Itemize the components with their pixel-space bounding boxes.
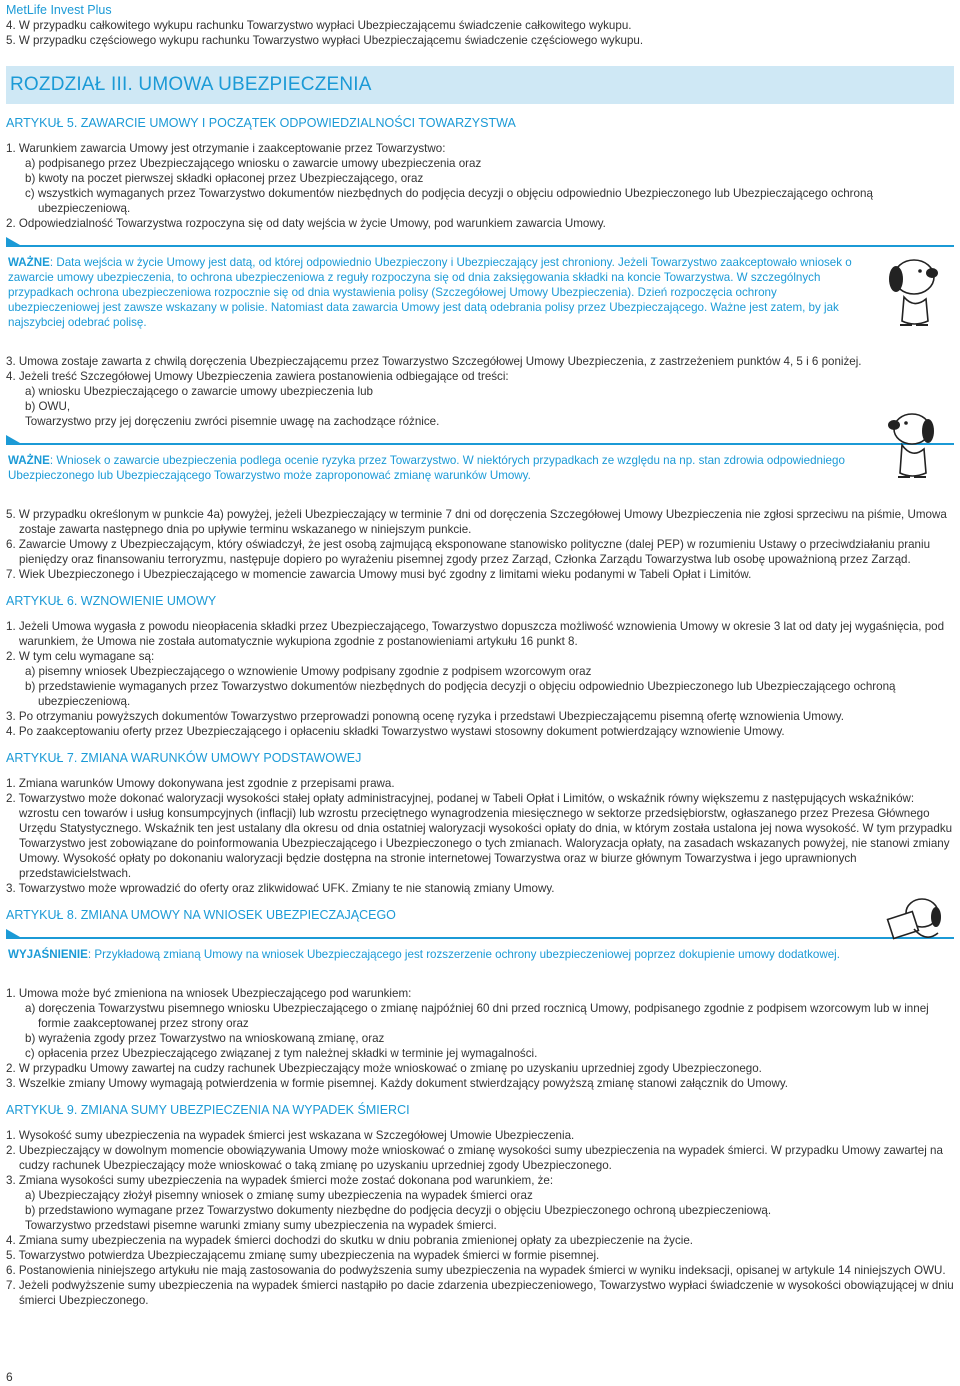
article-6-heading: ARTYKUŁ 6. WZNOWIENIE UMOWY bbox=[6, 594, 217, 608]
note-box-important-2 bbox=[6, 443, 954, 493]
art8-item-1: 1. Umowa może być zmieniona na wniosek Ubezpieczającego pod warunkiem: bbox=[6, 987, 412, 1000]
snoopy-icon bbox=[874, 403, 952, 483]
art9-item-3: 3. Zmiana wysokości sumy ubezpieczenia na wypadek śmierci może zostać dokonana pod warunkiem, że: bbox=[6, 1174, 554, 1187]
art5-item-1: 1. Warunkiem zawarcia Umowy jest otrzymanie i zaakceptowanie przez Towarzystwo: bbox=[6, 142, 446, 155]
note-label: WAŻNE bbox=[8, 256, 50, 269]
snoopy-reading-icon bbox=[882, 889, 952, 945]
art9-item-3-cont: Towarzystwo przedstawi pisemne warunki zmiany sumy ubezpieczenia na wypadek śmierci. bbox=[25, 1219, 497, 1232]
note-label: WYJAŚNIENIE bbox=[8, 948, 88, 961]
article-5-heading: ARTYKUŁ 5. ZAWARCIE UMOWY I POCZĄTEK ODPOWIEDZIALNOŚCI TOWARZYSTWA bbox=[6, 116, 516, 130]
note-text: : Data wejścia w życie Umowy jest datą, od której odpowiednio Ubezpieczony i Ubezpieczający jest chroniony. Jeżeli Towarzystwo zaakceptowało wniosek o zawarcie umowy ubezpieczenia, to ochrona ubezpieczeniowa z reguły rozpoczyna się od dnia zaksięgowania składki na koncie Towarzystwa. W szczególnych przypadkach ochrona ubezpieczeniowa rozpocznie się od dnia wystawienia polisy (Szczegółowej Umowy Ubezpieczenia). Dzień rozpoczęcia ochrony ubezpieczeniowej jest zawsze wskazany w polisie. Natomiast data zawarcia Umowy jest datą odebrania polisy przez Ubezpieczającego. Ważne jest zatem, by jak najszybciej odebrać polisę. bbox=[8, 256, 852, 329]
art8-item-1c: c) opłacenia przez Ubezpieczającego związanej z tym należnej składki w terminie jej wymagalności. bbox=[25, 1047, 538, 1060]
art5-item-7: 7. Wiek Ubezpieczonego i Ubezpieczającego w momencie zawarcia Umowy musi być zgodny z limitami wieku podanymi w Tabeli Opłat i Limitów. bbox=[6, 568, 752, 581]
art6-item-2a: a) pisemny wniosek Ubezpieczającego o wznowienie Umowy podpisany zgodnie z podpisem wzorcowym oraz bbox=[25, 665, 592, 678]
art6-item-4: 4. Po zaakceptowaniu oferty przez Ubezpieczającego i opłaceniu składki Towarzystwo wystawi stosowny dokument potwierdzający wznowienie Umowy. bbox=[6, 725, 785, 738]
article-9-heading: ARTYKUŁ 9. ZMIANA SUMY UBEZPIECZENIA NA WYPADEK ŚMIERCI bbox=[6, 1103, 410, 1117]
note-text: : Przykładową zmianą Umowy na wniosek Ubezpieczającego jest rozszerzenie ochrony ubezpieczeniowej poprzez dokupienie umowy dodatkowej. bbox=[87, 948, 840, 961]
art7-item-3: 3. Towarzystwo może wprowadzić do oferty oraz zlikwidować UFK. Zmiany te nie stanowią zmiany Umowy. bbox=[6, 882, 555, 895]
art5-item-4b: b) OWU, bbox=[25, 400, 71, 413]
document-body bbox=[6, 18, 954, 1308]
note-box-important-1 bbox=[6, 245, 954, 340]
art9-item-3b: b) przedstawiono wymagane przez Towarzystwo dokumenty niezbędne do podjęcia decyzji o objęciu Ubezpieczonego ochroną ubezpieczeniową. bbox=[25, 1204, 772, 1217]
note-text: : Wniosek o zawarcie ubezpieczenia podlega ocenie ryzyka przez Towarzystwo. W niektórych przypadkach ze względu na np. stan zdrowia odpowiedniego Ubezpieczonego lub Ubezpieczającego Towarzystwo może zaproponować zmianę warunków Umowy. bbox=[8, 454, 845, 482]
art5-item-1a: a) podpisanego przez Ubezpieczającego wniosku o zawarcie umowy ubezpieczenia oraz bbox=[25, 157, 482, 170]
note-box-explanation bbox=[6, 937, 954, 972]
art5-item-4: 4. Jeżeli treść Szczegółowej Umowy Ubezpieczenia zawiera postanowienia odbiegające od treści: bbox=[6, 370, 509, 383]
intro-item-5: 5. W przypadku częściowego wykupu rachunku Towarzystwo wypłaci Ubezpieczającemu świadczenie częściowego wykupu. bbox=[6, 34, 644, 47]
art8-item-1a: a) doręczenia Towarzystwu pisemnego wniosku Ubezpieczającego o zmianę najpóźniej 60 dni przed rocznicą Umowy, podpisanego zgodnie z podpisem wzorcowym lub w innej formie zaakceptowanej przez strony oraz bbox=[25, 1002, 929, 1030]
art9-item-2: 2. Ubezpieczający w dowolnym momencie obowiązywania Umowy może wnioskować o zmianę wysokości sumy ubezpieczenia na wypadek śmierci. W przypadku Umowy zawartej na cudzy rachunek Ubezpieczający może wnioskować o taką zmianę po uzyskaniu uprzedniej zgody Ubezpieczonego. bbox=[6, 1144, 943, 1172]
art5-item-4-cont: Towarzystwo przy jej doręczeniu zwróci pisemnie uwagę na zachodzące różnice. bbox=[25, 415, 440, 428]
art8-item-3: 3. Wszelkie zmiany Umowy wymagają potwierdzenia w formie pisemnej. Każdy dokument stwierdzający powyższą zmianę stanowi załącznik do Umowy. bbox=[6, 1077, 789, 1090]
art6-item-3: 3. Po otrzymaniu powyższych dokumentów Towarzystwo przeprowadzi ponowną ocenę ryzyka i przedstawi Ubezpieczającemu pisemną ofertę wznowienia Umowy. bbox=[6, 710, 844, 723]
art6-item-2: 2. W tym celu wymagane są: bbox=[6, 650, 155, 663]
art8-item-1b: b) wyrażenia zgody przez Towarzystwo na wnioskowaną zmianę, oraz bbox=[25, 1032, 385, 1045]
article-7-heading: ARTYKUŁ 7. ZMIANA WARUNKÓW UMOWY PODSTAWOWEJ bbox=[6, 751, 362, 765]
art7-item-1: 1. Zmiana warunków Umowy dokonywana jest zgodnie z przepisami prawa. bbox=[6, 777, 395, 790]
art5-item-2: 2. Odpowiedzialność Towarzystwa rozpoczyna się od daty wejścia w życie Umowy, pod warunkiem zawarcia Umowy. bbox=[6, 217, 606, 230]
note-label: WAŻNE bbox=[8, 454, 50, 467]
art6-item-1: 1. Jeżeli Umowa wygasła z powodu nieopłacenia składki przez Ubezpieczającego, Towarzystwo dopuszcza możliwość wznowienia Umowy w okresie 3 lat od daty jej wygaśnięcia, pod warunkiem, że Umowa nie została automatycznie wykupiona zgodnie z postanowieniami artykułu 16 punkt 8. bbox=[6, 620, 945, 648]
intro-item-4: 4. W przypadku całkowitego wykupu rachunku Towarzystwo wypłaci Ubezpieczającemu świadczenie całkowitego wykupu. bbox=[6, 19, 632, 32]
art5-item-1c: c) wszystkich wymaganych przez Towarzystwo dokumentów niezbędnych do podjęcia decyzji o objęciu odpowiednio Ubezpieczonego lub Ubezpieczającego ochroną ubezpieczeniową. bbox=[25, 187, 873, 215]
chapter-heading: ROZDZIAŁ III. UMOWA UBEZPIECZENIA bbox=[6, 66, 954, 104]
art9-item-5: 5. Towarzystwo potwierdza Ubezpieczającemu zmianę sumy ubezpieczenia na wypadek śmierci w formie pisemnej. bbox=[6, 1249, 600, 1262]
art9-item-4: 4. Zmiana sumy ubezpieczenia na wypadek śmierci dochodzi do skutku w dniu pobrania zmienionej opłaty za ubezpieczenie na życie. bbox=[6, 1234, 693, 1247]
art9-item-7: 7. Jeżeli podwyższenie sumy ubezpieczenia na wypadek śmierci nastąpiło po dacie zdarzenia ubezpieczeniowego, Towarzystwo wypłaci świadczenie w wysokości obowiązującej w dniu śmierci Ubezpieczonego. bbox=[6, 1279, 954, 1307]
art5-item-3: 3. Umowa zostaje zawarta z chwilą doręczenia Ubezpieczającemu przez Towarzystwo Szczegółowej Umowy Ubezpieczenia, z zastrzeżeniem punktów 4, 5 i 6 poniżej. bbox=[6, 355, 862, 368]
art8-item-2: 2. W przypadku Umowy zawartej na cudzy rachunek Ubezpieczający może wnioskować o zmianę po uzyskaniu uprzedniej zgody Ubezpieczonego. bbox=[6, 1062, 762, 1075]
art9-item-3a: a) Ubezpieczający złożył pisemny wniosek o zmianę sumy ubezpieczenia na wypadek śmierci oraz bbox=[25, 1189, 533, 1202]
art5-item-4a: a) wniosku Ubezpieczającego o zawarcie umowy ubezpieczenia lub bbox=[25, 385, 373, 398]
art5-item-6: 6. Zawarcie Umowy z Ubezpieczającym, który oświadczył, że jest osobą zajmującą eksponowane stanowisko polityczne (dalej PEP) w rozumieniu Ustawy o przeciwdziałaniu praniu pieniędzy oraz finansowaniu terroryzmu, następuje dopiero po wyrażeniu pisemnej zgody przez Zarząd, Członka Zarządu Towarzystwa lub osobę upoważnioną przez Zarząd. bbox=[6, 538, 931, 566]
page-number: 6 bbox=[6, 1370, 13, 1384]
brand-name: MetLife Invest Plus bbox=[6, 3, 112, 17]
art9-item-6: 6. Postanowienia niniejszego artykułu nie mają zastosowania do podwyższenia sumy ubezpieczenia na wypadek śmierci w wyniku indeksacji, opisanej w artykule 14 niniejszych OWU. bbox=[6, 1264, 946, 1277]
article-8-heading: ARTYKUŁ 8. ZMIANA UMOWY NA WNIOSEK UBEZPIECZAJĄCEGO bbox=[6, 908, 396, 922]
art5-item-1b: b) kwoty na poczet pierwszej składki opłaconej przez Ubezpieczającego, oraz bbox=[25, 172, 424, 185]
art6-item-2b: b) przedstawienie wymaganych przez Towarzystwo dokumentów niezbędnych do podjęcia decyzji o objęciu odpowiednio Ubezpieczonego lub Ubezpieczającego ochroną ubezpieczeniową. bbox=[25, 680, 896, 708]
art5-item-5: 5. W przypadku określonym w punkcie 4a) powyżej, jeżeli Ubezpieczający w terminie 7 dni od doręczenia Szczegółowej Umowy Ubezpieczenia nie zgłosi sprzeciwu na piśmie, Umowa zostaje zawarta następnego dnia po upływie terminu wskazanego w niniejszym punkcie. bbox=[6, 508, 947, 536]
snoopy-icon bbox=[874, 249, 952, 329]
art7-item-2: 2. Towarzystwo może dokonać waloryzacji wysokości stałej opłaty administracyjnej, podanej w Tabeli Opłat i Limitów, o wskaźnik równy większemu z następujących wskaźników: wzrostu cen towarów i usług konsumpcyjnych (inflacji) lub wzrostu przeciętnego wynagrodzenia miesięcznego w sektorze przedsiębiorstw, ogłaszanego przez Prezesa Głównego Urzędu Statystycznego. Wskaźnik ten jest ustalany dla okresu od dnia ostatniej waloryzacji wysokości opłaty do dnia, w którym została ustalona jej nowa wysokość. W tym przypadku Towarzystwo jest zobowiązane do poinformowania Ubezpieczającego i Ubezpieczonego o tych zmianach. Waloryzacja opłaty, na zasadach wskazanych powyżej, nie stanowi zmiany Umowy. Wysokość opłaty po dokonaniu waloryzacji będzie dostępna na stronie internetowej Towarzystwa oraz w biurze głównym Towarzystwa i jego uprawnionych przedstawicielstwach. bbox=[6, 792, 953, 880]
art9-item-1: 1. Wysokość sumy ubezpieczenia na wypadek śmierci jest wskazana w Szczegółowej Umowie Ubezpieczenia. bbox=[6, 1129, 575, 1142]
